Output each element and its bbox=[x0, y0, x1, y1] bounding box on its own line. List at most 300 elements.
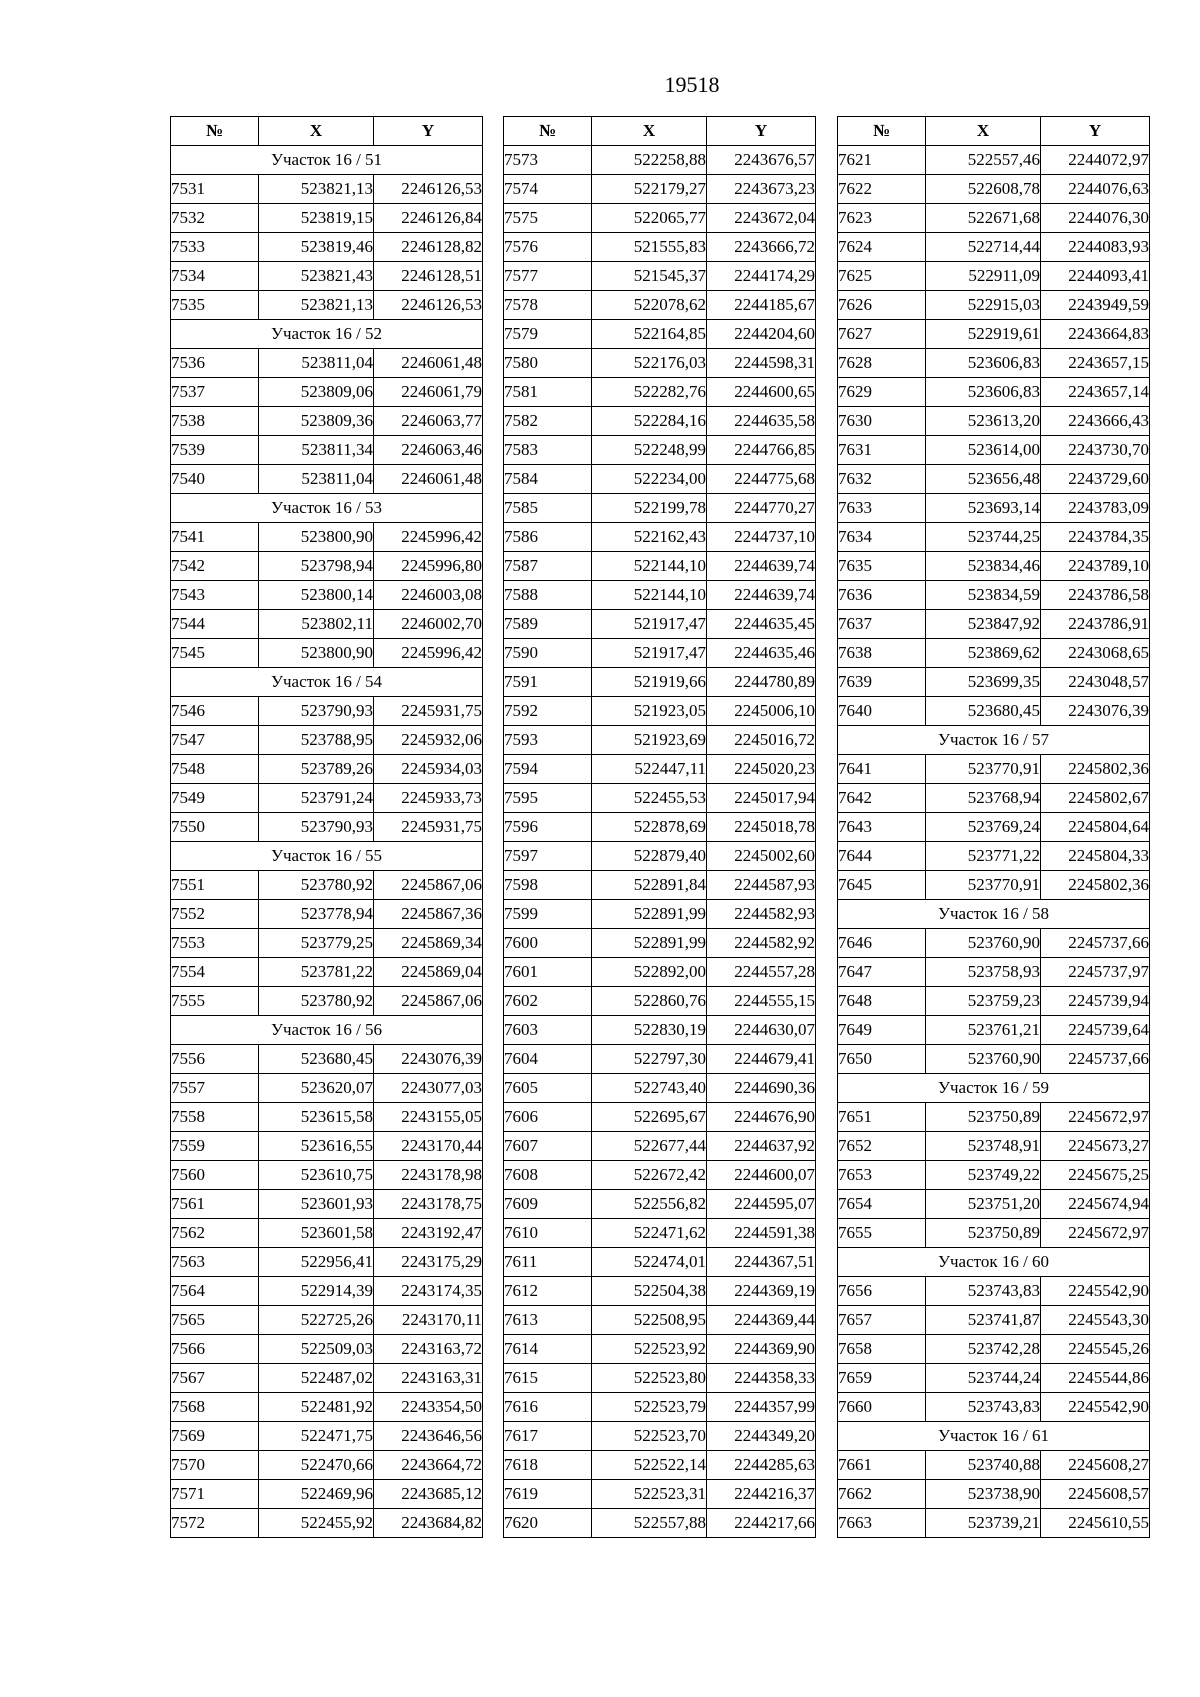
x-coordinate: 522284,16 bbox=[592, 407, 707, 436]
y-coordinate: 2245672,97 bbox=[1041, 1103, 1150, 1132]
x-coordinate: 522956,41 bbox=[259, 1248, 374, 1277]
table-row bbox=[838, 1161, 1150, 1190]
y-coordinate: 2243192,47 bbox=[374, 1219, 483, 1248]
point-number: 7590 bbox=[504, 639, 592, 668]
section-row bbox=[171, 320, 483, 349]
point-number: 7588 bbox=[504, 581, 592, 610]
point-number: 7536 bbox=[171, 349, 259, 378]
point-number: 7625 bbox=[838, 262, 926, 291]
table-row bbox=[171, 1306, 483, 1335]
section-row bbox=[171, 842, 483, 871]
x-coordinate: 522509,03 bbox=[259, 1335, 374, 1364]
y-coordinate: 2244555,15 bbox=[707, 987, 816, 1016]
table-row bbox=[504, 1074, 816, 1103]
y-coordinate: 2244369,19 bbox=[707, 1277, 816, 1306]
y-coordinate: 2245672,97 bbox=[1041, 1219, 1150, 1248]
x-coordinate: 523834,59 bbox=[926, 581, 1041, 610]
table-row bbox=[838, 146, 1150, 175]
table-row bbox=[171, 581, 483, 610]
x-coordinate: 522911,09 bbox=[926, 262, 1041, 291]
y-coordinate: 2245610,55 bbox=[1041, 1509, 1150, 1538]
point-number: 7646 bbox=[838, 929, 926, 958]
y-coordinate: 2244690,36 bbox=[707, 1074, 816, 1103]
table-row bbox=[504, 929, 816, 958]
table-row bbox=[171, 175, 483, 204]
x-coordinate: 523798,94 bbox=[259, 552, 374, 581]
x-coordinate: 523601,58 bbox=[259, 1219, 374, 1248]
y-coordinate: 2244635,46 bbox=[707, 639, 816, 668]
x-coordinate: 521923,05 bbox=[592, 697, 707, 726]
x-coordinate: 523809,06 bbox=[259, 378, 374, 407]
point-number: 7620 bbox=[504, 1509, 592, 1538]
section-row bbox=[838, 900, 1150, 929]
table-row bbox=[504, 755, 816, 784]
x-coordinate: 523744,25 bbox=[926, 523, 1041, 552]
section-title: Участок 16 / 58 bbox=[838, 900, 1150, 929]
y-coordinate: 2244357,99 bbox=[707, 1393, 816, 1422]
column-header-number: № bbox=[504, 117, 592, 146]
table-row bbox=[838, 1103, 1150, 1132]
point-number: 7611 bbox=[504, 1248, 592, 1277]
table-row bbox=[171, 291, 483, 320]
point-number: 7563 bbox=[171, 1248, 259, 1277]
y-coordinate: 2244582,93 bbox=[707, 900, 816, 929]
point-number: 7561 bbox=[171, 1190, 259, 1219]
y-coordinate: 2246126,53 bbox=[374, 175, 483, 204]
y-coordinate: 2243666,72 bbox=[707, 233, 816, 262]
point-number: 7541 bbox=[171, 523, 259, 552]
point-number: 7535 bbox=[171, 291, 259, 320]
x-coordinate: 522487,02 bbox=[259, 1364, 374, 1393]
table-row bbox=[171, 378, 483, 407]
x-coordinate: 522144,10 bbox=[592, 581, 707, 610]
point-number: 7587 bbox=[504, 552, 592, 581]
column-header-number: № bbox=[171, 117, 259, 146]
point-number: 7651 bbox=[838, 1103, 926, 1132]
y-coordinate: 2246063,77 bbox=[374, 407, 483, 436]
table-row bbox=[504, 1335, 816, 1364]
point-number: 7578 bbox=[504, 291, 592, 320]
point-number: 7596 bbox=[504, 813, 592, 842]
table-row bbox=[838, 407, 1150, 436]
y-coordinate: 2243949,59 bbox=[1041, 291, 1150, 320]
y-coordinate: 2246061,48 bbox=[374, 465, 483, 494]
y-coordinate: 2244072,97 bbox=[1041, 146, 1150, 175]
table-row bbox=[838, 929, 1150, 958]
y-coordinate: 2243068,65 bbox=[1041, 639, 1150, 668]
x-coordinate: 522919,61 bbox=[926, 320, 1041, 349]
table-row bbox=[504, 465, 816, 494]
page-number: 19518 bbox=[664, 72, 720, 97]
x-coordinate: 523616,55 bbox=[259, 1132, 374, 1161]
table-header-row bbox=[504, 117, 816, 146]
point-number: 7617 bbox=[504, 1422, 592, 1451]
x-coordinate: 522481,92 bbox=[259, 1393, 374, 1422]
x-coordinate: 523760,90 bbox=[926, 929, 1041, 958]
y-coordinate: 2245932,06 bbox=[374, 726, 483, 755]
x-coordinate: 522455,53 bbox=[592, 784, 707, 813]
x-coordinate: 523780,92 bbox=[259, 987, 374, 1016]
x-coordinate: 523778,94 bbox=[259, 900, 374, 929]
table-row bbox=[504, 1016, 816, 1045]
point-number: 7619 bbox=[504, 1480, 592, 1509]
point-number: 7631 bbox=[838, 436, 926, 465]
y-coordinate: 2245608,57 bbox=[1041, 1480, 1150, 1509]
table-row bbox=[504, 1451, 816, 1480]
section-title: Участок 16 / 60 bbox=[838, 1248, 1150, 1277]
y-coordinate: 2243155,05 bbox=[374, 1103, 483, 1132]
x-coordinate: 523742,28 bbox=[926, 1335, 1041, 1364]
x-coordinate: 522672,42 bbox=[592, 1161, 707, 1190]
y-coordinate: 2243673,23 bbox=[707, 175, 816, 204]
y-coordinate: 2244635,58 bbox=[707, 407, 816, 436]
point-number: 7546 bbox=[171, 697, 259, 726]
table-row bbox=[171, 1219, 483, 1248]
section-title: Участок 16 / 55 bbox=[171, 842, 483, 871]
y-coordinate: 2245802,67 bbox=[1041, 784, 1150, 813]
x-coordinate: 523750,89 bbox=[926, 1103, 1041, 1132]
y-coordinate: 2245542,90 bbox=[1041, 1277, 1150, 1306]
point-number: 7629 bbox=[838, 378, 926, 407]
point-number: 7555 bbox=[171, 987, 259, 1016]
x-coordinate: 522523,70 bbox=[592, 1422, 707, 1451]
x-coordinate: 523738,90 bbox=[926, 1480, 1041, 1509]
y-coordinate: 2243646,56 bbox=[374, 1422, 483, 1451]
table-row bbox=[171, 1480, 483, 1509]
table-row bbox=[171, 1045, 483, 1074]
point-number: 7609 bbox=[504, 1190, 592, 1219]
table-row bbox=[171, 1103, 483, 1132]
coordinate-table-1 bbox=[170, 116, 483, 1538]
table-row bbox=[504, 581, 816, 610]
x-coordinate: 523606,83 bbox=[926, 349, 1041, 378]
table-row bbox=[171, 1422, 483, 1451]
y-coordinate: 2245867,06 bbox=[374, 987, 483, 1016]
table-row bbox=[171, 1277, 483, 1306]
table-row bbox=[504, 1509, 816, 1538]
table-row bbox=[838, 1219, 1150, 1248]
x-coordinate: 522508,95 bbox=[592, 1306, 707, 1335]
y-coordinate: 2244630,07 bbox=[707, 1016, 816, 1045]
table-row bbox=[504, 1132, 816, 1161]
y-coordinate: 2245739,94 bbox=[1041, 987, 1150, 1016]
point-number: 7630 bbox=[838, 407, 926, 436]
y-coordinate: 2246128,51 bbox=[374, 262, 483, 291]
point-number: 7542 bbox=[171, 552, 259, 581]
x-coordinate: 523788,95 bbox=[259, 726, 374, 755]
point-number: 7560 bbox=[171, 1161, 259, 1190]
point-number: 7537 bbox=[171, 378, 259, 407]
y-coordinate: 2244093,41 bbox=[1041, 262, 1150, 291]
table-row bbox=[171, 639, 483, 668]
y-coordinate: 2245737,97 bbox=[1041, 958, 1150, 987]
column-header-number: № bbox=[838, 117, 926, 146]
y-coordinate: 2244595,07 bbox=[707, 1190, 816, 1219]
x-coordinate: 523869,62 bbox=[926, 639, 1041, 668]
y-coordinate: 2245996,42 bbox=[374, 523, 483, 552]
x-coordinate: 523759,23 bbox=[926, 987, 1041, 1016]
y-coordinate: 2245737,66 bbox=[1041, 929, 1150, 958]
y-coordinate: 2243170,11 bbox=[374, 1306, 483, 1335]
y-coordinate: 2245020,23 bbox=[707, 755, 816, 784]
x-coordinate: 523615,58 bbox=[259, 1103, 374, 1132]
x-coordinate: 523847,92 bbox=[926, 610, 1041, 639]
table-row bbox=[504, 262, 816, 291]
table-row bbox=[838, 1016, 1150, 1045]
table-row bbox=[838, 1451, 1150, 1480]
point-number: 7592 bbox=[504, 697, 592, 726]
x-coordinate: 521923,69 bbox=[592, 726, 707, 755]
x-coordinate: 523758,93 bbox=[926, 958, 1041, 987]
point-number: 7580 bbox=[504, 349, 592, 378]
section-title: Участок 16 / 59 bbox=[838, 1074, 1150, 1103]
table-row bbox=[838, 262, 1150, 291]
table-row bbox=[504, 610, 816, 639]
point-number: 7547 bbox=[171, 726, 259, 755]
y-coordinate: 2245017,94 bbox=[707, 784, 816, 813]
x-coordinate: 522671,68 bbox=[926, 204, 1041, 233]
x-coordinate: 522447,11 bbox=[592, 755, 707, 784]
y-coordinate: 2244076,30 bbox=[1041, 204, 1150, 233]
table-row bbox=[504, 1364, 816, 1393]
table-row bbox=[171, 755, 483, 784]
point-number: 7545 bbox=[171, 639, 259, 668]
table-row bbox=[838, 1306, 1150, 1335]
table-row bbox=[838, 871, 1150, 900]
x-coordinate: 523743,83 bbox=[926, 1393, 1041, 1422]
table-row bbox=[171, 1335, 483, 1364]
point-number: 7647 bbox=[838, 958, 926, 987]
table-row bbox=[171, 871, 483, 900]
table-row bbox=[838, 1393, 1150, 1422]
y-coordinate: 2245931,75 bbox=[374, 697, 483, 726]
x-coordinate: 522557,46 bbox=[926, 146, 1041, 175]
point-number: 7551 bbox=[171, 871, 259, 900]
y-coordinate: 2245934,03 bbox=[374, 755, 483, 784]
table-row bbox=[171, 784, 483, 813]
y-coordinate: 2245674,94 bbox=[1041, 1190, 1150, 1219]
y-coordinate: 2244639,74 bbox=[707, 552, 816, 581]
x-coordinate: 523770,91 bbox=[926, 871, 1041, 900]
section-row bbox=[838, 1074, 1150, 1103]
x-coordinate: 522523,92 bbox=[592, 1335, 707, 1364]
table-row bbox=[504, 987, 816, 1016]
table-row bbox=[504, 1190, 816, 1219]
table-row bbox=[504, 320, 816, 349]
point-number: 7639 bbox=[838, 668, 926, 697]
point-number: 7641 bbox=[838, 755, 926, 784]
column-header-y: Y bbox=[707, 117, 816, 146]
y-coordinate: 2243354,50 bbox=[374, 1393, 483, 1422]
y-coordinate: 2243664,72 bbox=[374, 1451, 483, 1480]
y-coordinate: 2245996,80 bbox=[374, 552, 483, 581]
y-coordinate: 2245869,04 bbox=[374, 958, 483, 987]
point-number: 7556 bbox=[171, 1045, 259, 1074]
x-coordinate: 523748,91 bbox=[926, 1132, 1041, 1161]
table-row bbox=[838, 494, 1150, 523]
table-row bbox=[504, 784, 816, 813]
y-coordinate: 2243174,35 bbox=[374, 1277, 483, 1306]
point-number: 7599 bbox=[504, 900, 592, 929]
x-coordinate: 523613,20 bbox=[926, 407, 1041, 436]
point-number: 7654 bbox=[838, 1190, 926, 1219]
point-number: 7540 bbox=[171, 465, 259, 494]
table-header-row bbox=[838, 117, 1150, 146]
point-number: 7600 bbox=[504, 929, 592, 958]
section-row bbox=[838, 1248, 1150, 1277]
point-number: 7569 bbox=[171, 1422, 259, 1451]
point-number: 7607 bbox=[504, 1132, 592, 1161]
point-number: 7612 bbox=[504, 1277, 592, 1306]
table-row bbox=[171, 1132, 483, 1161]
section-title: Участок 16 / 57 bbox=[838, 726, 1150, 755]
section-title: Участок 16 / 52 bbox=[171, 320, 483, 349]
y-coordinate: 2245933,73 bbox=[374, 784, 483, 813]
x-coordinate: 523750,89 bbox=[926, 1219, 1041, 1248]
table-row bbox=[838, 987, 1150, 1016]
table-row bbox=[838, 349, 1150, 378]
x-coordinate: 522234,00 bbox=[592, 465, 707, 494]
x-coordinate: 522695,67 bbox=[592, 1103, 707, 1132]
point-number: 7603 bbox=[504, 1016, 592, 1045]
point-number: 7656 bbox=[838, 1277, 926, 1306]
point-number: 7586 bbox=[504, 523, 592, 552]
y-coordinate: 2245802,36 bbox=[1041, 871, 1150, 900]
point-number: 7602 bbox=[504, 987, 592, 1016]
point-number: 7573 bbox=[504, 146, 592, 175]
y-coordinate: 2243178,75 bbox=[374, 1190, 483, 1219]
x-coordinate: 523749,22 bbox=[926, 1161, 1041, 1190]
y-coordinate: 2246063,46 bbox=[374, 436, 483, 465]
x-coordinate: 522474,01 bbox=[592, 1248, 707, 1277]
point-number: 7553 bbox=[171, 929, 259, 958]
y-coordinate: 2244587,93 bbox=[707, 871, 816, 900]
table-row bbox=[838, 668, 1150, 697]
point-number: 7584 bbox=[504, 465, 592, 494]
y-coordinate: 2244639,74 bbox=[707, 581, 816, 610]
x-coordinate: 523780,92 bbox=[259, 871, 374, 900]
table-row bbox=[504, 1480, 816, 1509]
x-coordinate: 523819,15 bbox=[259, 204, 374, 233]
table-row bbox=[504, 726, 816, 755]
x-coordinate: 521545,37 bbox=[592, 262, 707, 291]
point-number: 7621 bbox=[838, 146, 926, 175]
point-number: 7570 bbox=[171, 1451, 259, 1480]
point-number: 7565 bbox=[171, 1306, 259, 1335]
point-number: 7606 bbox=[504, 1103, 592, 1132]
y-coordinate: 2245545,26 bbox=[1041, 1335, 1150, 1364]
y-coordinate: 2243666,43 bbox=[1041, 407, 1150, 436]
y-coordinate: 2243163,31 bbox=[374, 1364, 483, 1393]
coordinate-table-3 bbox=[837, 116, 1150, 1538]
point-number: 7581 bbox=[504, 378, 592, 407]
column-header-x: X bbox=[592, 117, 707, 146]
y-coordinate: 2243077,03 bbox=[374, 1074, 483, 1103]
x-coordinate: 523802,11 bbox=[259, 610, 374, 639]
x-coordinate: 522199,78 bbox=[592, 494, 707, 523]
x-coordinate: 521555,83 bbox=[592, 233, 707, 262]
table-row bbox=[171, 523, 483, 552]
point-number: 7595 bbox=[504, 784, 592, 813]
x-coordinate: 521917,47 bbox=[592, 610, 707, 639]
y-coordinate: 2245739,64 bbox=[1041, 1016, 1150, 1045]
x-coordinate: 523740,88 bbox=[926, 1451, 1041, 1480]
point-number: 7638 bbox=[838, 639, 926, 668]
x-coordinate: 523680,45 bbox=[259, 1045, 374, 1074]
y-coordinate: 2244076,63 bbox=[1041, 175, 1150, 204]
x-coordinate: 522248,99 bbox=[592, 436, 707, 465]
y-coordinate: 2245867,36 bbox=[374, 900, 483, 929]
y-coordinate: 2244637,92 bbox=[707, 1132, 816, 1161]
y-coordinate: 2244349,20 bbox=[707, 1422, 816, 1451]
x-coordinate: 522677,44 bbox=[592, 1132, 707, 1161]
y-coordinate: 2244676,90 bbox=[707, 1103, 816, 1132]
table-row bbox=[504, 1248, 816, 1277]
table-row bbox=[504, 204, 816, 233]
x-coordinate: 522891,84 bbox=[592, 871, 707, 900]
table-row bbox=[171, 552, 483, 581]
x-coordinate: 523800,14 bbox=[259, 581, 374, 610]
y-coordinate: 2245016,72 bbox=[707, 726, 816, 755]
y-coordinate: 2244204,60 bbox=[707, 320, 816, 349]
point-number: 7568 bbox=[171, 1393, 259, 1422]
y-coordinate: 2245673,27 bbox=[1041, 1132, 1150, 1161]
point-number: 7626 bbox=[838, 291, 926, 320]
table-row bbox=[504, 407, 816, 436]
y-coordinate: 2243786,58 bbox=[1041, 581, 1150, 610]
y-coordinate: 2244369,44 bbox=[707, 1306, 816, 1335]
y-coordinate: 2245544,86 bbox=[1041, 1364, 1150, 1393]
table-row bbox=[171, 349, 483, 378]
table-row bbox=[838, 1277, 1150, 1306]
y-coordinate: 2244770,27 bbox=[707, 494, 816, 523]
table-row bbox=[504, 523, 816, 552]
point-number: 7601 bbox=[504, 958, 592, 987]
section-row bbox=[838, 1422, 1150, 1451]
y-coordinate: 2245543,30 bbox=[1041, 1306, 1150, 1335]
x-coordinate: 523769,24 bbox=[926, 813, 1041, 842]
point-number: 7591 bbox=[504, 668, 592, 697]
point-number: 7614 bbox=[504, 1335, 592, 1364]
point-number: 7567 bbox=[171, 1364, 259, 1393]
x-coordinate: 522455,92 bbox=[259, 1509, 374, 1538]
point-number: 7538 bbox=[171, 407, 259, 436]
point-number: 7557 bbox=[171, 1074, 259, 1103]
x-coordinate: 523610,75 bbox=[259, 1161, 374, 1190]
point-number: 7544 bbox=[171, 610, 259, 639]
table-row bbox=[838, 291, 1150, 320]
table-row bbox=[171, 204, 483, 233]
point-number: 7604 bbox=[504, 1045, 592, 1074]
point-number: 7589 bbox=[504, 610, 592, 639]
section-title: Участок 16 / 56 bbox=[171, 1016, 483, 1045]
point-number: 7618 bbox=[504, 1451, 592, 1480]
table-row bbox=[838, 697, 1150, 726]
point-number: 7616 bbox=[504, 1393, 592, 1422]
x-coordinate: 523811,04 bbox=[259, 349, 374, 378]
y-coordinate: 2246126,84 bbox=[374, 204, 483, 233]
x-coordinate: 522144,10 bbox=[592, 552, 707, 581]
x-coordinate: 522523,79 bbox=[592, 1393, 707, 1422]
table-row bbox=[171, 233, 483, 262]
y-coordinate: 2243684,82 bbox=[374, 1509, 483, 1538]
table-row bbox=[504, 436, 816, 465]
table-row bbox=[504, 1393, 816, 1422]
point-number: 7576 bbox=[504, 233, 592, 262]
table-row bbox=[504, 552, 816, 581]
y-coordinate: 2243170,44 bbox=[374, 1132, 483, 1161]
point-number: 7627 bbox=[838, 320, 926, 349]
